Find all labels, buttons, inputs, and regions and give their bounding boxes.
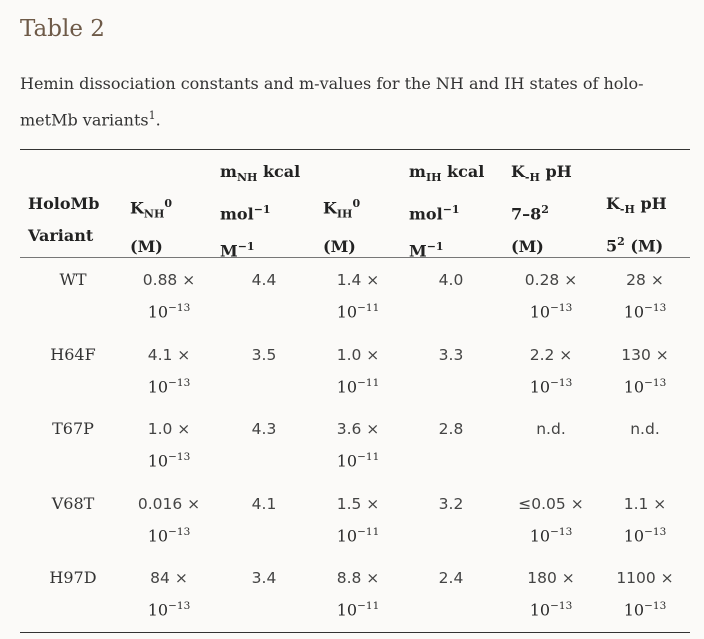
cell-value: 3.6 × <box>336 420 380 438</box>
cell-exponent: $10^{-11}$ <box>336 376 380 396</box>
cell-kh78 <box>501 564 601 624</box>
cell-value: 180 × <box>527 569 575 587</box>
cell-value: 1.0 × <box>336 345 380 364</box>
cell-value: 0.88 × <box>142 271 196 289</box>
cell-mnh: 3.4 <box>251 569 277 587</box>
cell-kih <box>308 490 408 550</box>
cell-knh <box>119 490 219 550</box>
cell-mih: 3.3 <box>438 345 464 364</box>
cell-kh5 <box>595 266 695 326</box>
header-variant <box>28 188 99 252</box>
cell-knh <box>119 266 219 326</box>
cell-value: 0.016 × <box>137 494 201 513</box>
cell-kh78 <box>501 415 601 443</box>
cell-exponent: $10^{-13}$ <box>623 525 667 545</box>
cell-value: 28 × <box>626 271 664 289</box>
table-top-rule <box>20 149 690 150</box>
header-kih-unit: (M) <box>323 236 356 256</box>
cell-exponent: $10^{-11}$ <box>336 525 380 545</box>
table-bottom-rule <box>20 632 690 633</box>
caption-text: Hemin dissociation constants and m-values for the NH and IH states of holo-metMb variants <box>20 74 644 130</box>
cell-variant: T67P <box>52 419 94 438</box>
header-knh: $K_{NH}^0$ (M) <box>130 188 172 263</box>
table-title: Table 2 <box>20 16 105 42</box>
cell-value: 1.4 × <box>336 271 380 289</box>
cell-variant: V68T <box>51 493 95 513</box>
cell-mnh: 4.1 <box>251 494 277 513</box>
cell-exponent: $10^{-13}$ <box>147 600 191 620</box>
header-kh-ph5: $K_{-H}$ pH $5^2$ (M) <box>606 194 667 256</box>
cell-exponent: $10^{-13}$ <box>529 600 573 620</box>
cell-mih: 4.0 <box>438 271 464 289</box>
cell-kh78 <box>501 341 601 401</box>
cell-kh5 <box>595 490 695 550</box>
cell-exponent: $10^{-13}$ <box>623 600 667 620</box>
cell-kih <box>308 341 408 401</box>
cell-mih: 2.4 <box>438 569 464 587</box>
cell-kih <box>308 415 408 475</box>
cell-exponent: $10^{-13}$ <box>147 302 191 322</box>
cell-variant: H64F <box>50 344 96 364</box>
header-variant-line2: Variant <box>28 226 94 245</box>
cell-value: 130 × <box>621 345 669 364</box>
cell-exponent: $10^{-13}$ <box>147 376 191 396</box>
cell-exponent: $10^{-13}$ <box>147 525 191 545</box>
cell-value: n.d. <box>630 420 660 438</box>
cell-exponent: $10^{-11}$ <box>336 600 380 620</box>
header-kh-ph78: $K_{-H}$ pH $7-8^2$ (M) <box>511 162 572 256</box>
cell-value: 4.1 × <box>147 345 191 364</box>
cell-exponent: $10^{-11}$ <box>336 302 380 322</box>
cell-exponent: $10^{-13}$ <box>623 376 667 396</box>
cell-kh5 <box>595 415 695 443</box>
cell-variant: H97D <box>49 568 97 587</box>
cell-exponent: $10^{-13}$ <box>147 451 191 471</box>
header-kih: $K_{IH}^0$ (M) <box>323 188 360 263</box>
cell-exponent: $10^{-13}$ <box>529 302 573 322</box>
cell-kh78 <box>501 266 601 326</box>
cell-value: 2.2 × <box>529 345 573 364</box>
cell-value: ≤0.05 × <box>518 494 584 513</box>
caption-end: . <box>155 110 161 130</box>
cell-kh78 <box>501 490 601 550</box>
cell-exponent: $10^{-13}$ <box>623 302 667 322</box>
cell-knh <box>119 415 219 475</box>
cell-value: 0.28 × <box>524 271 578 289</box>
cell-mnh: 3.5 <box>251 345 277 364</box>
cell-value: 1.1 × <box>623 494 667 513</box>
header-knh-unit: (M) <box>130 236 163 256</box>
header-mih: $m_{IH}$ kcal mol$^{-1}$ $M^{-1}$ <box>409 162 485 260</box>
cell-mih: 3.2 <box>438 494 464 513</box>
cell-kh5 <box>595 341 695 401</box>
cell-knh <box>119 341 219 401</box>
cell-exponent: $10^{-11}$ <box>336 451 380 471</box>
header-divider <box>20 257 690 258</box>
cell-kih <box>308 266 408 326</box>
cell-variant: WT <box>59 270 87 289</box>
cell-kih <box>308 564 408 624</box>
header-variant-line1: HoloMb <box>28 194 100 213</box>
cell-value: 8.8 × <box>336 569 380 587</box>
cell-knh <box>119 564 219 624</box>
cell-value: 1100 × <box>616 569 674 587</box>
cell-value: 84 × <box>150 569 188 587</box>
cell-mnh: 4.3 <box>251 420 277 438</box>
caption-footnote-mark[interactable]: 1 <box>148 109 156 122</box>
header-mnh: $m_{NH}$ kcal mol$^{-1}$ $M^{-1}$ <box>220 162 301 260</box>
table-caption <box>20 68 685 136</box>
cell-exponent: $10^{-13}$ <box>529 525 573 545</box>
cell-value: 1.0 × <box>147 420 191 438</box>
cell-exponent: $10^{-13}$ <box>529 376 573 396</box>
cell-mih: 2.8 <box>438 420 464 438</box>
cell-kh5 <box>595 564 695 624</box>
cell-value: 1.5 × <box>336 494 380 513</box>
cell-value: n.d. <box>536 420 566 438</box>
cell-mnh: 4.4 <box>251 271 277 289</box>
